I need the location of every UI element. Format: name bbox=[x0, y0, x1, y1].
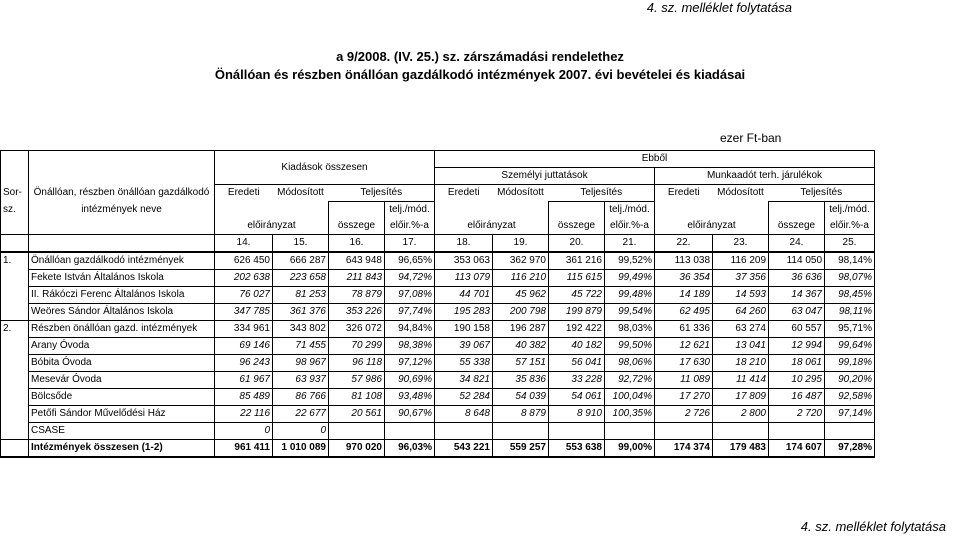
value-cell: 11 414 bbox=[713, 372, 769, 389]
header-institution-name-2: intézmények neve bbox=[29, 202, 215, 219]
column-number: 25. bbox=[825, 235, 875, 253]
document-title-line-2: Önállóan és részben önállóan gazdálkodó intézmények 2007. évi bevételei és kiadásai bbox=[214, 67, 746, 82]
header-completion-ratio-1a: telj./mód. bbox=[385, 202, 435, 219]
value-cell: 97,08% bbox=[385, 287, 435, 304]
document-title-line-1: a 9/2008. (IV. 25.) sz. zárszámadási rendelethez bbox=[336, 49, 624, 64]
value-cell: 57 986 bbox=[329, 372, 385, 389]
institution-name: Bóbita Óvoda bbox=[29, 355, 215, 372]
value-cell: 81 108 bbox=[329, 389, 385, 406]
value-cell: 98,38% bbox=[385, 338, 435, 355]
value-cell: 93,48% bbox=[385, 389, 435, 406]
value-cell: 94,72% bbox=[385, 270, 435, 287]
value-cell: 52 284 bbox=[435, 389, 493, 406]
table-row bbox=[1, 304, 875, 321]
value-cell: 202 638 bbox=[215, 270, 273, 287]
header-row-number-2: sz. bbox=[1, 202, 29, 219]
value-cell: 326 072 bbox=[329, 321, 385, 338]
header-row-1 bbox=[1, 151, 875, 168]
value-cell: 334 961 bbox=[215, 321, 273, 338]
value-cell: 22 677 bbox=[273, 406, 329, 423]
value-cell: 961 411 bbox=[215, 440, 273, 458]
table-row bbox=[1, 423, 875, 440]
table-row bbox=[1, 372, 875, 389]
column-number: 22. bbox=[655, 235, 713, 253]
value-cell: 343 802 bbox=[273, 321, 329, 338]
header-modified-3: Módosított bbox=[713, 185, 769, 202]
table-row bbox=[1, 389, 875, 406]
value-cell: 8 648 bbox=[435, 406, 493, 423]
value-cell: 199 879 bbox=[549, 304, 605, 321]
header-modified-1: Módosított bbox=[273, 185, 329, 202]
value-cell: 2 726 bbox=[655, 406, 713, 423]
budget-table bbox=[0, 150, 875, 458]
row-number bbox=[1, 287, 29, 304]
value-cell: 17 809 bbox=[713, 389, 769, 406]
value-cell: 36 636 bbox=[769, 270, 825, 287]
value-cell: 17 270 bbox=[655, 389, 713, 406]
value-cell: 211 843 bbox=[329, 270, 385, 287]
value-cell: 347 785 bbox=[215, 304, 273, 321]
value-cell: 71 455 bbox=[273, 338, 329, 355]
value-cell: 99,49% bbox=[605, 270, 655, 287]
value-cell: 16 487 bbox=[769, 389, 825, 406]
column-number: 19. bbox=[493, 235, 549, 253]
header-appropriation-2: előirányzat bbox=[435, 218, 549, 235]
value-cell: 98,45% bbox=[825, 287, 875, 304]
value-cell: 179 483 bbox=[713, 440, 769, 458]
row-number bbox=[1, 270, 29, 287]
institution-name: Weöres Sándor Általános Iskola bbox=[29, 304, 215, 321]
value-cell: 559 257 bbox=[493, 440, 549, 458]
institution-name: Petőfi Sándor Művelődési Ház bbox=[29, 406, 215, 423]
value-cell: 174 374 bbox=[655, 440, 713, 458]
header-row-2 bbox=[1, 168, 875, 185]
appendix-note-top: 4. sz. melléklet folytatása bbox=[646, 0, 792, 15]
header-expenditure-total: Kiadások összesen bbox=[215, 151, 435, 185]
header-row-3 bbox=[1, 185, 875, 202]
value-cell: 97,28% bbox=[825, 440, 875, 458]
value-cell: 361 376 bbox=[273, 304, 329, 321]
value-cell bbox=[435, 423, 493, 440]
header-completion-ratio-2a: telj./mód. bbox=[605, 202, 655, 219]
institution-name: Arany Óvoda bbox=[29, 338, 215, 355]
value-cell: 81 253 bbox=[273, 287, 329, 304]
value-cell: 44 701 bbox=[435, 287, 493, 304]
row-number bbox=[1, 304, 29, 321]
value-cell: 97,12% bbox=[385, 355, 435, 372]
value-cell: 90,20% bbox=[825, 372, 875, 389]
value-cell: 63 274 bbox=[713, 321, 769, 338]
header-personal-benefits: Személyi juttatások bbox=[435, 168, 655, 185]
row-number bbox=[1, 338, 29, 355]
value-cell: 192 422 bbox=[549, 321, 605, 338]
value-cell: 196 287 bbox=[493, 321, 549, 338]
institution-name: Önállóan gazdálkodó intézmények bbox=[29, 252, 215, 270]
value-cell: 63 937 bbox=[273, 372, 329, 389]
value-cell bbox=[493, 423, 549, 440]
value-cell bbox=[329, 423, 385, 440]
value-cell: 2 720 bbox=[769, 406, 825, 423]
value-cell: 34 821 bbox=[435, 372, 493, 389]
value-cell: 99,48% bbox=[605, 287, 655, 304]
value-cell bbox=[605, 423, 655, 440]
table-row bbox=[1, 287, 875, 304]
row-number bbox=[1, 372, 29, 389]
value-cell: 200 798 bbox=[493, 304, 549, 321]
header-completion-ratio-3a: telj./mód. bbox=[825, 202, 875, 219]
value-cell: 33 228 bbox=[549, 372, 605, 389]
value-cell: 99,64% bbox=[825, 338, 875, 355]
value-cell: 55 338 bbox=[435, 355, 493, 372]
row-number: 1. bbox=[1, 252, 29, 270]
header-amount-3: összege bbox=[769, 218, 825, 235]
value-cell: 85 489 bbox=[215, 389, 273, 406]
header-original-1: Eredeti bbox=[215, 185, 273, 202]
value-cell: 54 039 bbox=[493, 389, 549, 406]
institution-name: Mesevár Óvoda bbox=[29, 372, 215, 389]
value-cell: 98,03% bbox=[605, 321, 655, 338]
value-cell: 353 063 bbox=[435, 252, 493, 270]
value-cell: 12 621 bbox=[655, 338, 713, 355]
value-cell: 95,71% bbox=[825, 321, 875, 338]
value-cell: 37 356 bbox=[713, 270, 769, 287]
value-cell: 100,35% bbox=[605, 406, 655, 423]
institution-name: CSASE bbox=[29, 423, 215, 440]
value-cell: 174 607 bbox=[769, 440, 825, 458]
value-cell: 543 221 bbox=[435, 440, 493, 458]
row-number bbox=[1, 440, 29, 458]
header-original-2: Eredeti bbox=[435, 185, 493, 202]
value-cell: 69 146 bbox=[215, 338, 273, 355]
value-cell: 96,03% bbox=[385, 440, 435, 458]
column-number: 23. bbox=[713, 235, 769, 253]
value-cell: 18 210 bbox=[713, 355, 769, 372]
header-row-4 bbox=[1, 202, 875, 219]
header-employer-contributions: Munkaadót terh. járulékok bbox=[655, 168, 875, 185]
value-cell: 1 010 089 bbox=[273, 440, 329, 458]
value-cell: 36 354 bbox=[655, 270, 713, 287]
value-cell: 0 bbox=[215, 423, 273, 440]
value-cell: 45 722 bbox=[549, 287, 605, 304]
value-cell: 223 658 bbox=[273, 270, 329, 287]
value-cell: 99,52% bbox=[605, 252, 655, 270]
value-cell: 35 836 bbox=[493, 372, 549, 389]
value-cell: 12 994 bbox=[769, 338, 825, 355]
column-number: 16. bbox=[329, 235, 385, 253]
value-cell: 70 299 bbox=[329, 338, 385, 355]
value-cell bbox=[825, 423, 875, 440]
value-cell: 98 967 bbox=[273, 355, 329, 372]
currency-unit-note: ezer Ft-ban bbox=[720, 131, 782, 145]
value-cell: 90,67% bbox=[385, 406, 435, 423]
value-cell: 353 226 bbox=[329, 304, 385, 321]
value-cell: 76 027 bbox=[215, 287, 273, 304]
value-cell: 64 260 bbox=[713, 304, 769, 321]
value-cell: 92,58% bbox=[825, 389, 875, 406]
value-cell: 99,18% bbox=[825, 355, 875, 372]
header-of-which: Ebből bbox=[435, 151, 875, 168]
value-cell: 190 158 bbox=[435, 321, 493, 338]
table-row bbox=[1, 252, 875, 270]
value-cell: 96,65% bbox=[385, 252, 435, 270]
row-number bbox=[1, 406, 29, 423]
row-number bbox=[1, 389, 29, 406]
value-cell: 116 210 bbox=[493, 270, 549, 287]
header-original-3: Eredeti bbox=[655, 185, 713, 202]
value-cell: 39 067 bbox=[435, 338, 493, 355]
header-row-5 bbox=[1, 218, 875, 235]
value-cell: 361 216 bbox=[549, 252, 605, 270]
value-cell: 8 879 bbox=[493, 406, 549, 423]
value-cell: 8 910 bbox=[549, 406, 605, 423]
value-cell: 13 041 bbox=[713, 338, 769, 355]
value-cell: 10 295 bbox=[769, 372, 825, 389]
institution-name: Fekete István Általános Iskola bbox=[29, 270, 215, 287]
value-cell: 643 948 bbox=[329, 252, 385, 270]
institution-name: II. Rákóczi Ferenc Általános Iskola bbox=[29, 287, 215, 304]
value-cell bbox=[713, 423, 769, 440]
value-cell: 40 182 bbox=[549, 338, 605, 355]
table-row bbox=[1, 355, 875, 372]
value-cell: 17 630 bbox=[655, 355, 713, 372]
value-cell bbox=[655, 423, 713, 440]
column-number: 21. bbox=[605, 235, 655, 253]
value-cell: 86 766 bbox=[273, 389, 329, 406]
table-row bbox=[1, 321, 875, 338]
value-cell: 113 038 bbox=[655, 252, 713, 270]
value-cell: 99,00% bbox=[605, 440, 655, 458]
header-amount-1: összege bbox=[329, 218, 385, 235]
table-row bbox=[1, 270, 875, 287]
value-cell: 14 367 bbox=[769, 287, 825, 304]
value-cell: 90,69% bbox=[385, 372, 435, 389]
value-cell: 970 020 bbox=[329, 440, 385, 458]
value-cell bbox=[549, 423, 605, 440]
value-cell: 40 382 bbox=[493, 338, 549, 355]
value-cell: 92,72% bbox=[605, 372, 655, 389]
value-cell: 56 041 bbox=[549, 355, 605, 372]
header-row-number: Sor- bbox=[1, 185, 29, 202]
value-cell: 63 047 bbox=[769, 304, 825, 321]
header-institution-name-1: Önállóan, részben önállóan gazdálkodó bbox=[29, 185, 215, 202]
header-completion-3: Teljesítés bbox=[769, 185, 875, 202]
value-cell: 362 970 bbox=[493, 252, 549, 270]
value-cell: 626 450 bbox=[215, 252, 273, 270]
value-cell: 98,06% bbox=[605, 355, 655, 372]
column-number: 24. bbox=[769, 235, 825, 253]
header-appropriation-3: előirányzat bbox=[655, 218, 769, 235]
value-cell: 78 879 bbox=[329, 287, 385, 304]
value-cell: 99,50% bbox=[605, 338, 655, 355]
value-cell: 2 800 bbox=[713, 406, 769, 423]
value-cell: 18 061 bbox=[769, 355, 825, 372]
value-cell: 11 089 bbox=[655, 372, 713, 389]
table-row bbox=[1, 338, 875, 355]
row-number bbox=[1, 355, 29, 372]
value-cell: 96 118 bbox=[329, 355, 385, 372]
value-cell bbox=[769, 423, 825, 440]
value-cell: 195 283 bbox=[435, 304, 493, 321]
value-cell: 57 151 bbox=[493, 355, 549, 372]
header-amount-2: összege bbox=[549, 218, 605, 235]
value-cell: 98,11% bbox=[825, 304, 875, 321]
value-cell: 61 967 bbox=[215, 372, 273, 389]
header-completion-ratio-2b: előir.%-a bbox=[605, 218, 655, 235]
value-cell: 45 962 bbox=[493, 287, 549, 304]
value-cell: 114 050 bbox=[769, 252, 825, 270]
column-number: 20. bbox=[549, 235, 605, 253]
table-row bbox=[1, 440, 875, 458]
header-completion-ratio-3b: előir.%-a bbox=[825, 218, 875, 235]
header-completion-2: Teljesítés bbox=[549, 185, 655, 202]
value-cell: 60 557 bbox=[769, 321, 825, 338]
header-completion-ratio-1b: előir.%-a bbox=[385, 218, 435, 235]
value-cell: 99,54% bbox=[605, 304, 655, 321]
value-cell: 96 243 bbox=[215, 355, 273, 372]
appendix-note-bottom: 4. sz. melléklet folytatása bbox=[800, 519, 946, 534]
value-cell: 553 638 bbox=[549, 440, 605, 458]
value-cell: 113 079 bbox=[435, 270, 493, 287]
column-number: 14. bbox=[215, 235, 273, 253]
value-cell: 0 bbox=[273, 423, 329, 440]
value-cell: 61 336 bbox=[655, 321, 713, 338]
value-cell: 116 209 bbox=[713, 252, 769, 270]
value-cell: 14 593 bbox=[713, 287, 769, 304]
row-number: 2. bbox=[1, 321, 29, 338]
header-appropriation-1: előirányzat bbox=[215, 218, 329, 235]
value-cell: 22 116 bbox=[215, 406, 273, 423]
institution-name: Intézmények összesen (1-2) bbox=[29, 440, 215, 458]
value-cell: 98,07% bbox=[825, 270, 875, 287]
institution-name: Bölcsőde bbox=[29, 389, 215, 406]
value-cell: 100,04% bbox=[605, 389, 655, 406]
value-cell: 98,14% bbox=[825, 252, 875, 270]
value-cell: 97,14% bbox=[825, 406, 875, 423]
column-number: 18. bbox=[435, 235, 493, 253]
value-cell: 666 287 bbox=[273, 252, 329, 270]
column-number: 17. bbox=[385, 235, 435, 253]
value-cell: 14 189 bbox=[655, 287, 713, 304]
value-cell: 97,74% bbox=[385, 304, 435, 321]
value-cell: 20 561 bbox=[329, 406, 385, 423]
value-cell: 115 615 bbox=[549, 270, 605, 287]
table-row bbox=[1, 406, 875, 423]
row-number bbox=[1, 423, 29, 440]
column-number: 15. bbox=[273, 235, 329, 253]
institution-name: Részben önállóan gazd. intézmények bbox=[29, 321, 215, 338]
header-modified-2: Módosított bbox=[493, 185, 549, 202]
value-cell: 62 495 bbox=[655, 304, 713, 321]
value-cell: 94,84% bbox=[385, 321, 435, 338]
value-cell bbox=[385, 423, 435, 440]
header-completion-1: Teljesítés bbox=[329, 185, 435, 202]
column-number-row bbox=[1, 235, 875, 253]
value-cell: 54 061 bbox=[549, 389, 605, 406]
